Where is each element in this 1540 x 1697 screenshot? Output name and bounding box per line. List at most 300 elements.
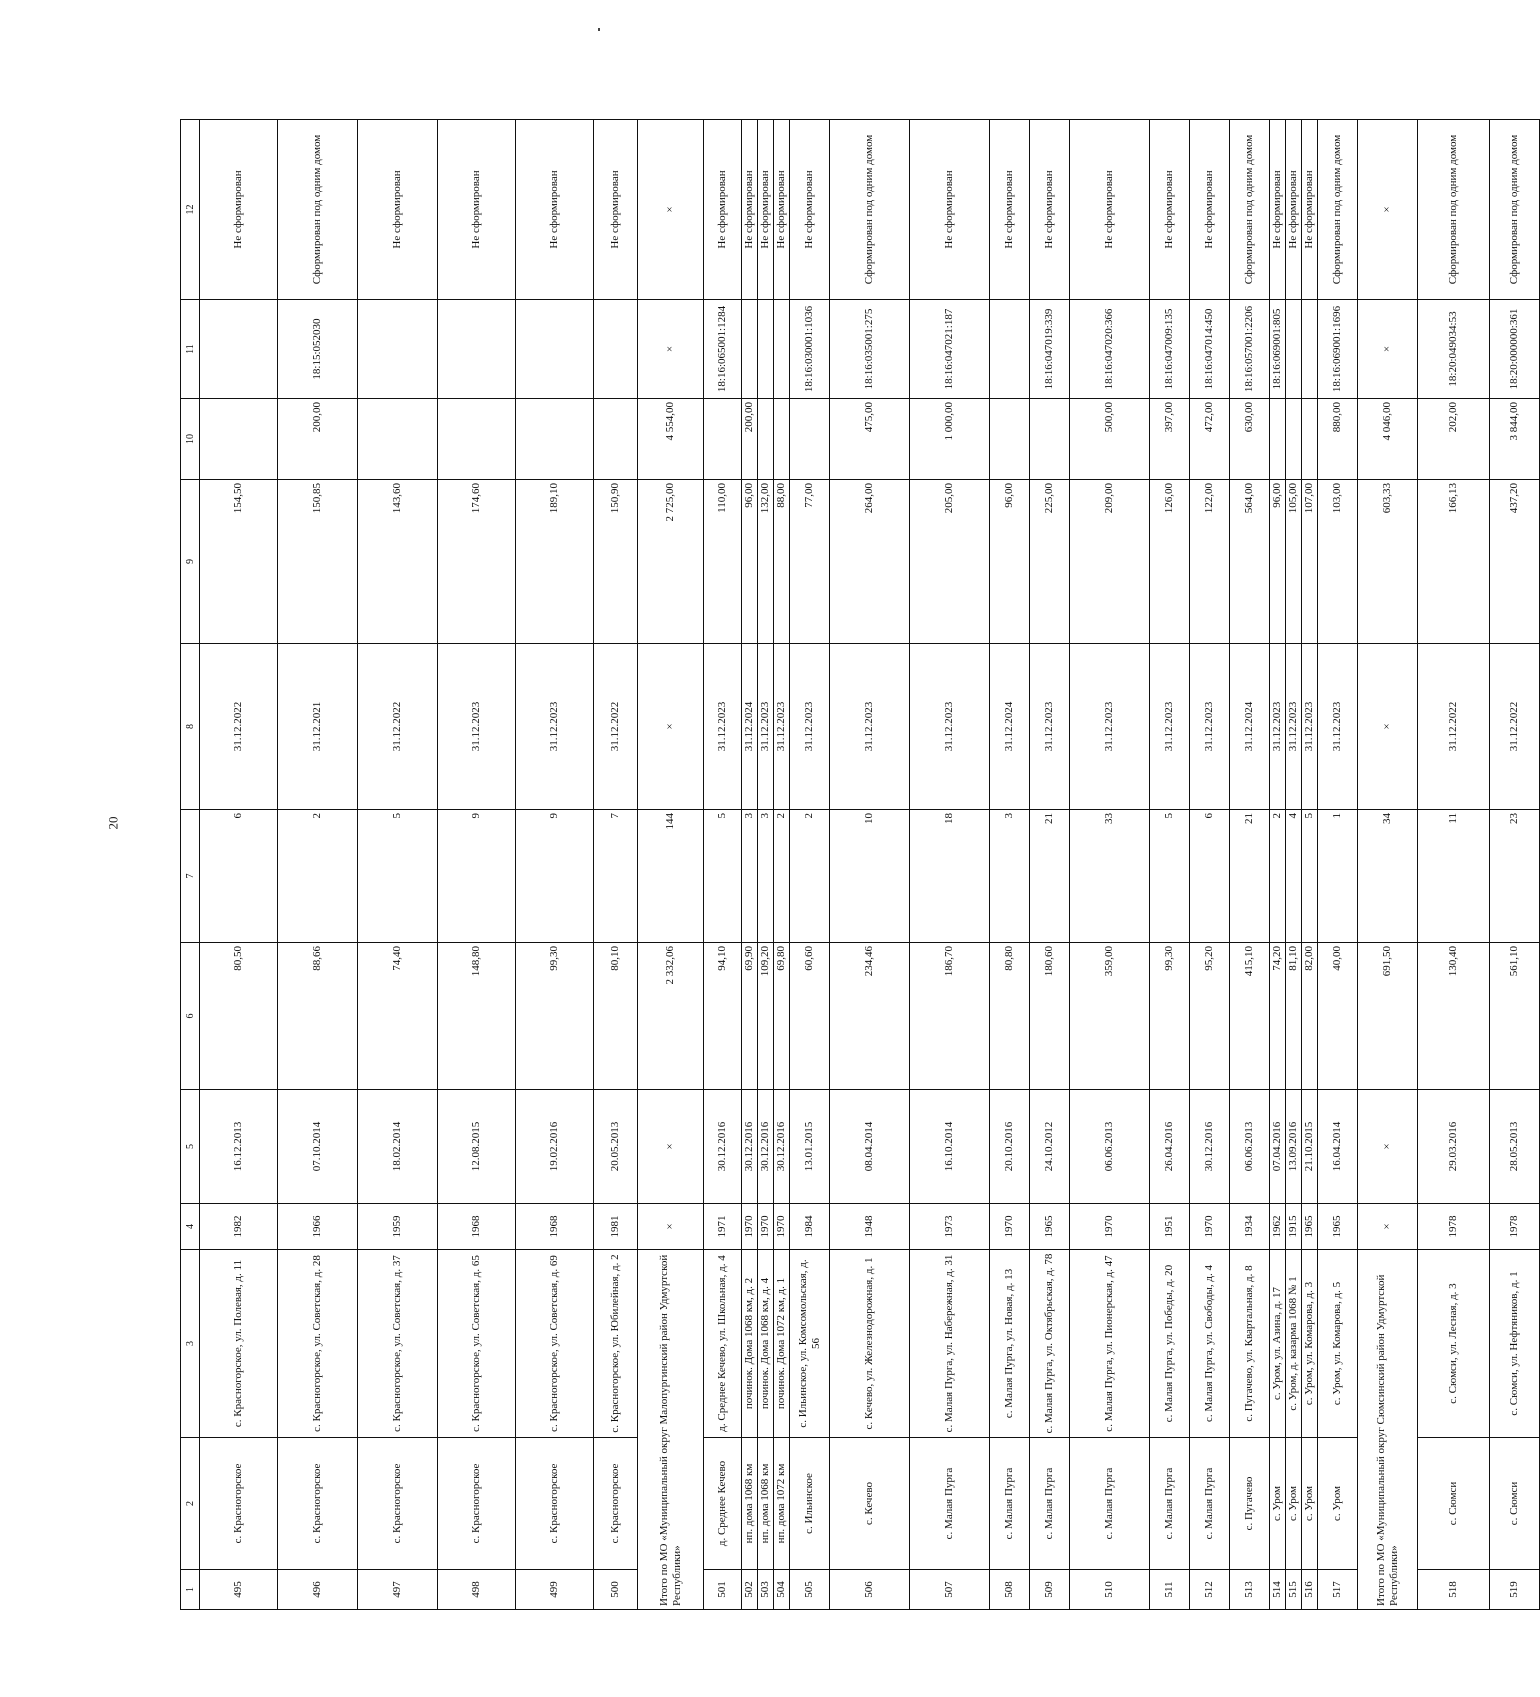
cell-address: починок. Дома 1068 км, д. 2 (742, 1250, 758, 1438)
cell-land-status: Не сформирован (1190, 120, 1230, 300)
cell-row-number: 516 (1302, 1570, 1318, 1610)
cell-address: с. Ильинское, ул. Комсомольская, д. 56 (790, 1250, 830, 1438)
cell-cadastral-number: 18:16:047021:187 (910, 300, 990, 399)
total-land-area: 4 554,00 (638, 399, 704, 480)
table-row (774, 120, 790, 1610)
cell-cadastral-number (990, 300, 1030, 399)
cell-deadline: 31.12.2023 (1070, 644, 1150, 810)
cell-year-built: 1970 (1190, 1204, 1230, 1250)
cell-year-built: 1978 (1490, 1204, 1540, 1250)
cell-land-status: Не сформирован (438, 120, 516, 300)
cell-address: с. Красногорское, ул. Юбилейная, д. 2 (594, 1250, 638, 1438)
total-residents: 34 (1358, 810, 1418, 943)
cell-cadastral-number: 18:16:065001:1284 (704, 300, 742, 399)
cell-area: 69,90 (742, 943, 758, 1090)
cell-residents: 21 (1030, 810, 1070, 943)
cell-area: 80,10 (594, 943, 638, 1090)
cell-land-area (358, 399, 438, 480)
cell-address: с. Уром, д. казарма 1068 № 1 (1286, 1250, 1302, 1438)
table-row (742, 120, 758, 1610)
cell-area: 99,30 (1150, 943, 1190, 1090)
cell-area: 109,20 (758, 943, 774, 1090)
cell-residents: 23 (1490, 810, 1540, 943)
cell-area-2: 105,00 (1286, 480, 1302, 644)
cell-area: 415,10 (1230, 943, 1270, 1090)
cell-land-area: 200,00 (742, 399, 758, 480)
cell-address: с. Малая Пурга, ул. Октябрьская, д. 78 (1030, 1250, 1070, 1438)
cell-deadline: 31.12.2023 (1150, 644, 1190, 810)
cell-cadastral-number (594, 300, 638, 399)
column-number: 2 (181, 1438, 200, 1570)
cell-year-built: 1981 (594, 1204, 638, 1250)
table-row (1150, 120, 1190, 1610)
cell-area-2: 143,60 (358, 480, 438, 644)
cell-deadline: 31.12.2023 (704, 644, 742, 810)
cell-land-area (594, 399, 638, 480)
cell-deadline: 31.12.2021 (278, 644, 358, 810)
cell-land-status: Не сформирован (774, 120, 790, 300)
column-number: 6 (181, 943, 200, 1090)
table-row (990, 120, 1030, 1610)
cell-area-2: 150,85 (278, 480, 358, 644)
table-row (1318, 120, 1358, 1610)
cell-address: с. Сюмси, ул. Нефтяников, д. 1 (1490, 1250, 1540, 1438)
total-land-status: × (638, 120, 704, 300)
cell-area-2: 174,60 (438, 480, 516, 644)
cell-land-area (438, 399, 516, 480)
total-area-2: 603,33 (1358, 480, 1418, 644)
total-label: Итого по МО «Муниципальный округ Малопургинский район Удмуртской Республики» (638, 1250, 704, 1610)
cell-year-built: 1934 (1230, 1204, 1270, 1250)
cell-deadline: 31.12.2023 (1286, 644, 1302, 810)
cell-address: с. Уром, ул. Азина, д. 17 (1270, 1250, 1286, 1438)
cell-area-2: 96,00 (1270, 480, 1286, 644)
cell-date: 30.12.2016 (758, 1090, 774, 1204)
cell-land-area (774, 399, 790, 480)
cell-land-status: Не сформирован (1070, 120, 1150, 300)
table-row (594, 120, 638, 1610)
cell-residents: 6 (200, 810, 278, 943)
cell-date: 16.12.2013 (200, 1090, 278, 1204)
cell-land-status: Не сформирован (990, 120, 1030, 300)
cell-residents: 3 (742, 810, 758, 943)
table-body (181, 120, 1540, 1610)
cell-date: 26.04.2016 (1150, 1090, 1190, 1204)
page-number: 20 (105, 816, 121, 830)
cell-year-built: 1948 (830, 1204, 910, 1250)
cell-address: д. Среднее Кечево, ул. Школьная, д. 4 (704, 1250, 742, 1438)
cell-date: 19.02.2016 (516, 1090, 594, 1204)
cell-area: 74,20 (1270, 943, 1286, 1090)
cell-residents: 5 (358, 810, 438, 943)
cell-land-status: Не сформирован (1030, 120, 1070, 300)
cell-settlement: с. Пугачево (1230, 1438, 1270, 1570)
cell-area-2: 122,00 (1190, 480, 1230, 644)
table-row (278, 120, 358, 1610)
cell-year-built: 1915 (1286, 1204, 1302, 1250)
cell-cadastral-number (200, 300, 278, 399)
cell-area-2: 88,00 (774, 480, 790, 644)
cell-residents: 5 (1150, 810, 1190, 943)
cell-date: 30.12.2016 (1190, 1090, 1230, 1204)
cell-year-built: 1966 (278, 1204, 358, 1250)
cell-cadastral-number: 18:16:030001:1036 (790, 300, 830, 399)
cell-address: с. Малая Пурга, ул. Набережная, д. 31 (910, 1250, 990, 1438)
cell-settlement: нп. дома 1068 км (742, 1438, 758, 1570)
cell-land-area (790, 399, 830, 480)
cell-settlement: с. Уром (1286, 1438, 1302, 1570)
cell-residents: 2 (790, 810, 830, 943)
cell-year-built: 1982 (200, 1204, 278, 1250)
cell-land-status: Сформирован под одним домом (1418, 120, 1490, 300)
cell-area: 94,10 (704, 943, 742, 1090)
cell-settlement: нп. дома 1072 км (774, 1438, 790, 1570)
cell-year-built: 1968 (438, 1204, 516, 1250)
cell-date: 18.02.2014 (358, 1090, 438, 1204)
cell-area: 186,70 (910, 943, 990, 1090)
cell-deadline: 31.12.2023 (1190, 644, 1230, 810)
cell-land-status: Не сформирован (200, 120, 278, 300)
cell-address: починок. Дома 1072 км, д. 1 (774, 1250, 790, 1438)
total-year-built: × (638, 1204, 704, 1250)
cell-row-number: 507 (910, 1570, 990, 1610)
cell-land-area (1302, 399, 1318, 480)
cell-row-number: 501 (704, 1570, 742, 1610)
cell-row-number: 502 (742, 1570, 758, 1610)
total-cadastral-number: × (638, 300, 704, 399)
cell-area-2: 107,00 (1302, 480, 1318, 644)
cell-area-2: 132,00 (758, 480, 774, 644)
cell-deadline: 31.12.2023 (758, 644, 774, 810)
cell-area: 88,66 (278, 943, 358, 1090)
cell-deadline: 31.12.2022 (1490, 644, 1540, 810)
table-row (1270, 120, 1286, 1610)
cell-land-area (1286, 399, 1302, 480)
cell-address: починок. Дома 1068 км, д. 4 (758, 1250, 774, 1438)
cell-year-built: 1971 (704, 1204, 742, 1250)
cell-row-number: 518 (1418, 1570, 1490, 1610)
cell-address: с. Малая Пурга, ул. Пионерская, д. 47 (1070, 1250, 1150, 1438)
cell-address: с. Красногорское, ул. Советская, д. 69 (516, 1250, 594, 1438)
cell-deadline: 31.12.2022 (200, 644, 278, 810)
total-cadastral-number: × (1358, 300, 1418, 399)
cell-land-area (990, 399, 1030, 480)
cell-area: 130,40 (1418, 943, 1490, 1090)
cell-land-status: Не сформирован (910, 120, 990, 300)
cell-settlement: с. Малая Пурга (1070, 1438, 1150, 1570)
cell-area-2: 209,00 (1070, 480, 1150, 644)
cell-area-2: 110,00 (704, 480, 742, 644)
cell-deadline: 31.12.2024 (742, 644, 758, 810)
cell-residents: 2 (278, 810, 358, 943)
cell-settlement: с. Сюмси (1418, 1438, 1490, 1570)
cell-land-area: 880,00 (1318, 399, 1358, 480)
cell-land-status: Сформирован под одним домом (1230, 120, 1270, 300)
cell-settlement: с. Кечево (830, 1438, 910, 1570)
cell-settlement: с. Уром (1270, 1438, 1286, 1570)
cell-land-area (1030, 399, 1070, 480)
cell-deadline: 31.12.2023 (516, 644, 594, 810)
cell-area-2: 126,00 (1150, 480, 1190, 644)
cell-land-status: Сформирован под одним домом (830, 120, 910, 300)
total-date: × (638, 1090, 704, 1204)
column-number: 4 (181, 1204, 200, 1250)
cell-row-number: 514 (1270, 1570, 1286, 1610)
housing-table (180, 119, 1540, 1610)
cell-year-built: 1970 (1070, 1204, 1150, 1250)
cell-settlement: с. Малая Пурга (1190, 1438, 1230, 1570)
cell-cadastral-number: 18:16:069001:805 (1270, 300, 1286, 399)
cell-deadline: 31.12.2023 (1270, 644, 1286, 810)
cell-row-number: 509 (1030, 1570, 1070, 1610)
total-label: Итого по МО «Муниципальный округ Сюмсинский район Удмуртской Республики» (1358, 1250, 1418, 1610)
cell-row-number: 499 (516, 1570, 594, 1610)
total-year-built: × (1358, 1204, 1418, 1250)
cell-row-number: 517 (1318, 1570, 1358, 1610)
cell-year-built: 1965 (1318, 1204, 1358, 1250)
total-row (1358, 120, 1418, 1610)
cell-date: 07.10.2014 (278, 1090, 358, 1204)
cell-year-built: 1965 (1302, 1204, 1318, 1250)
cell-address: с. Уром, ул. Комарова, д. 5 (1318, 1250, 1358, 1438)
cell-area-2: 96,00 (990, 480, 1030, 644)
cell-date: 13.09.2016 (1286, 1090, 1302, 1204)
cell-settlement: с. Красногорское (516, 1438, 594, 1570)
cell-settlement: с. Уром (1302, 1438, 1318, 1570)
cell-settlement: с. Красногорское (438, 1438, 516, 1570)
cell-settlement: с. Малая Пурга (990, 1438, 1030, 1570)
column-number: 8 (181, 644, 200, 810)
cell-date: 20.10.2016 (990, 1090, 1030, 1204)
cell-area-2: 103,00 (1318, 480, 1358, 644)
cell-cadastral-number: 18:20:000000:361 (1490, 300, 1540, 399)
cell-year-built: 1962 (1270, 1204, 1286, 1250)
cell-cadastral-number (1286, 300, 1302, 399)
cell-row-number: 511 (1150, 1570, 1190, 1610)
table-row (830, 120, 910, 1610)
table-row (1070, 120, 1150, 1610)
cell-year-built: 1984 (790, 1204, 830, 1250)
cell-cadastral-number (1302, 300, 1318, 399)
cell-settlement: д. Среднее Кечево (704, 1438, 742, 1570)
cell-row-number: 504 (774, 1570, 790, 1610)
cell-land-area: 397,00 (1150, 399, 1190, 480)
cell-land-status: Не сформирован (594, 120, 638, 300)
cell-date: 24.10.2012 (1030, 1090, 1070, 1204)
cell-area: 69,80 (774, 943, 790, 1090)
total-area: 691,50 (1358, 943, 1418, 1090)
cell-area: 234,46 (830, 943, 910, 1090)
cell-date: 20.05.2013 (594, 1090, 638, 1204)
table-row (1302, 120, 1318, 1610)
scan-speck (598, 28, 600, 31)
cell-address: с. Красногорское, ул. Советская, д. 65 (438, 1250, 516, 1438)
total-area-2: 2 725,00 (638, 480, 704, 644)
column-number: 10 (181, 399, 200, 480)
cell-cadastral-number (438, 300, 516, 399)
cell-area-2: 77,00 (790, 480, 830, 644)
table-row (758, 120, 774, 1610)
cell-area: 82,00 (1302, 943, 1318, 1090)
cell-area: 561,10 (1490, 943, 1540, 1090)
cell-year-built: 1970 (742, 1204, 758, 1250)
cell-row-number: 513 (1230, 1570, 1270, 1610)
cell-settlement: с. Сюмси (1490, 1438, 1540, 1570)
cell-area-2: 189,10 (516, 480, 594, 644)
cell-settlement: с. Ильинское (790, 1438, 830, 1570)
cell-deadline: 31.12.2023 (438, 644, 516, 810)
cell-cadastral-number: 18:16:057001:2206 (1230, 300, 1270, 399)
cell-settlement: с. Уром (1318, 1438, 1358, 1570)
cell-settlement: с. Красногорское (594, 1438, 638, 1570)
table-row (1030, 120, 1070, 1610)
cell-residents: 4 (1286, 810, 1302, 943)
cell-residents: 18 (910, 810, 990, 943)
cell-land-area (704, 399, 742, 480)
cell-land-area: 202,00 (1418, 399, 1490, 480)
cell-land-status: Не сформирован (790, 120, 830, 300)
table-viewport (180, 120, 1521, 1610)
table-row (910, 120, 990, 1610)
cell-row-number: 515 (1286, 1570, 1302, 1610)
cell-land-area: 475,00 (830, 399, 910, 480)
cell-deadline: 31.12.2023 (1318, 644, 1358, 810)
table-row (790, 120, 830, 1610)
cell-cadastral-number (358, 300, 438, 399)
cell-land-area: 472,00 (1190, 399, 1230, 480)
cell-address: с. Красногорское, ул. Советская, д. 28 (278, 1250, 358, 1438)
total-land-area: 4 046,00 (1358, 399, 1418, 480)
cell-land-area: 3 844,00 (1490, 399, 1540, 480)
cell-row-number: 508 (990, 1570, 1030, 1610)
cell-address: с. Уром, ул. Комарова, д. 3 (1302, 1250, 1318, 1438)
cell-date: 21.10.2015 (1302, 1090, 1318, 1204)
cell-land-status: Не сформирован (1150, 120, 1190, 300)
cell-land-area (1270, 399, 1286, 480)
cell-cadastral-number (758, 300, 774, 399)
cell-land-area: 630,00 (1230, 399, 1270, 480)
total-land-status: × (1358, 120, 1418, 300)
cell-cadastral-number (516, 300, 594, 399)
cell-area: 80,80 (990, 943, 1030, 1090)
cell-date: 08.04.2014 (830, 1090, 910, 1204)
cell-cadastral-number (742, 300, 758, 399)
cell-row-number: 496 (278, 1570, 358, 1610)
cell-area-2: 166,13 (1418, 480, 1490, 644)
cell-area-2: 96,00 (742, 480, 758, 644)
cell-row-number: 512 (1190, 1570, 1230, 1610)
cell-cadastral-number: 18:16:035001:275 (830, 300, 910, 399)
table-row (704, 120, 742, 1610)
cell-address: с. Красногорское, ул. Советская, д. 37 (358, 1250, 438, 1438)
table-row (1230, 120, 1270, 1610)
table-row (1286, 120, 1302, 1610)
cell-area-2: 564,00 (1230, 480, 1270, 644)
cell-cadastral-number: 18:16:047019:339 (1030, 300, 1070, 399)
total-deadline: × (1358, 644, 1418, 810)
cell-date: 07.04.2016 (1270, 1090, 1286, 1204)
cell-row-number: 506 (830, 1570, 910, 1610)
rotated-table-container (180, 120, 1521, 1610)
cell-date: 06.06.2013 (1230, 1090, 1270, 1204)
cell-land-status: Не сформирован (758, 120, 774, 300)
column-number: 3 (181, 1250, 200, 1438)
cell-deadline: 31.12.2023 (1302, 644, 1318, 810)
cell-area: 99,30 (516, 943, 594, 1090)
cell-settlement: с. Красногорское (200, 1438, 278, 1570)
cell-area: 148,80 (438, 943, 516, 1090)
cell-land-area: 500,00 (1070, 399, 1150, 480)
column-number: 9 (181, 480, 200, 644)
cell-land-status: Сформирован под одним домом (1490, 120, 1540, 300)
cell-land-status: Не сформирован (1270, 120, 1286, 300)
cell-date: 28.05.2013 (1490, 1090, 1540, 1204)
cell-area: 95,20 (1190, 943, 1230, 1090)
cell-settlement: с. Малая Пурга (910, 1438, 990, 1570)
cell-deadline: 31.12.2022 (358, 644, 438, 810)
cell-date: 30.12.2016 (774, 1090, 790, 1204)
cell-address: с. Сюмси, ул. Лесная, д. 3 (1418, 1250, 1490, 1438)
table-row (1190, 120, 1230, 1610)
cell-residents: 5 (1302, 810, 1318, 943)
cell-year-built: 1968 (516, 1204, 594, 1250)
cell-area: 40,00 (1318, 943, 1358, 1090)
table-row (438, 120, 516, 1610)
cell-address: с. Красногорское, ул. Полевая, д. 11 (200, 1250, 278, 1438)
cell-area-2: 154,50 (200, 480, 278, 644)
cell-row-number: 498 (438, 1570, 516, 1610)
cell-deadline: 31.12.2023 (830, 644, 910, 810)
cell-residents: 10 (830, 810, 910, 943)
cell-area: 80,50 (200, 943, 278, 1090)
cell-row-number: 500 (594, 1570, 638, 1610)
cell-deadline: 31.12.2023 (774, 644, 790, 810)
cell-row-number: 505 (790, 1570, 830, 1610)
cell-cadastral-number: 18:20:049034:53 (1418, 300, 1490, 399)
column-number: 5 (181, 1090, 200, 1204)
cell-row-number: 510 (1070, 1570, 1150, 1610)
cell-year-built: 1959 (358, 1204, 438, 1250)
cell-residents: 3 (758, 810, 774, 943)
cell-cadastral-number: 18:16:047020:366 (1070, 300, 1150, 399)
total-row (638, 120, 704, 1610)
cell-land-status: Не сформирован (1302, 120, 1318, 300)
column-number: 12 (181, 120, 200, 300)
cell-row-number: 497 (358, 1570, 438, 1610)
cell-year-built: 1970 (758, 1204, 774, 1250)
cell-residents: 3 (990, 810, 1030, 943)
cell-residents: 5 (704, 810, 742, 943)
cell-residents: 9 (516, 810, 594, 943)
cell-land-area (516, 399, 594, 480)
cell-area: 60,60 (790, 943, 830, 1090)
cell-land-area (200, 399, 278, 480)
cell-land-status: Не сформирован (516, 120, 594, 300)
cell-residents: 7 (594, 810, 638, 943)
cell-date: 16.04.2014 (1318, 1090, 1358, 1204)
cell-area-2: 150,90 (594, 480, 638, 644)
cell-year-built: 1970 (990, 1204, 1030, 1250)
cell-land-area: 1 000,00 (910, 399, 990, 480)
cell-land-status: Сформирован под одним домом (1318, 120, 1358, 300)
cell-residents: 9 (438, 810, 516, 943)
cell-deadline: 31.12.2022 (1418, 644, 1490, 810)
cell-date: 29.03.2016 (1418, 1090, 1490, 1204)
cell-date: 30.12.2016 (704, 1090, 742, 1204)
cell-land-status: Не сформирован (1286, 120, 1302, 300)
table-row (516, 120, 594, 1610)
total-deadline: × (638, 644, 704, 810)
